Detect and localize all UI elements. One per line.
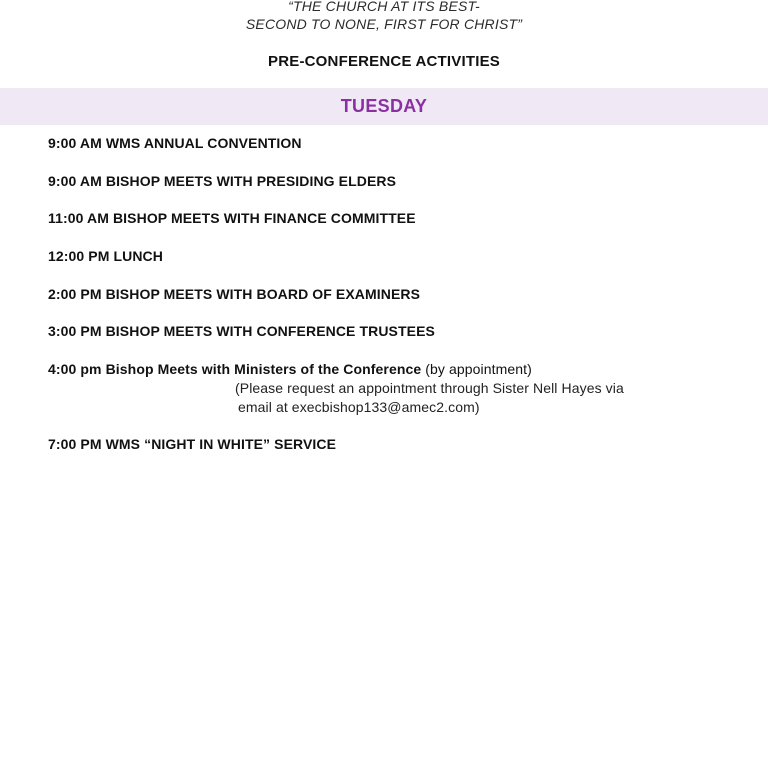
schedule-item-ministers [48, 361, 532, 377]
schedule-item-lunch: 12:00 PM LUNCH [48, 248, 163, 264]
schedule-item-ministers-note: (by appointment) [425, 361, 532, 377]
schedule-item-board-of-examiners: 2:00 PM BISHOP MEETS WITH BOARD OF EXAMINERS [48, 286, 421, 302]
schedule-item-night-in-white: 7:00 PM WMS “NIGHT IN WHITE” SERVICE [48, 436, 337, 452]
motto-line-2: SECOND TO NONE, FIRST FOR CHRIST” [245, 16, 523, 32]
schedule-item-finance-committee: 11:00 AM BISHOP MEETS WITH FINANCE COMMITTEE [48, 210, 416, 226]
schedule-item-ministers-title: 4:00 pm Bishop Meets with Ministers of the Conference [48, 361, 422, 377]
schedule-item-conference-trustees: 3:00 PM BISHOP MEETS WITH CONFERENCE TRUSTEES [48, 323, 435, 339]
section-title: PRE-CONFERENCE ACTIVITIES [268, 53, 500, 70]
schedule-item-presiding-elders: 9:00 AM BISHOP MEETS WITH PRESIDING ELDERS [48, 173, 397, 189]
appointment-detail-line-2: email at execbishop133@amec2.com) [238, 399, 480, 415]
day-band [0, 88, 768, 125]
appointment-detail-line-1: (Please request an appointment through Sister Nell Hayes via [235, 380, 624, 396]
day-label: TUESDAY [340, 96, 428, 116]
schedule-item-wms-convention: 9:00 AM WMS ANNUAL CONVENTION [48, 135, 302, 151]
motto-line-1: “THE CHURCH AT ITS BEST- [288, 0, 480, 14]
